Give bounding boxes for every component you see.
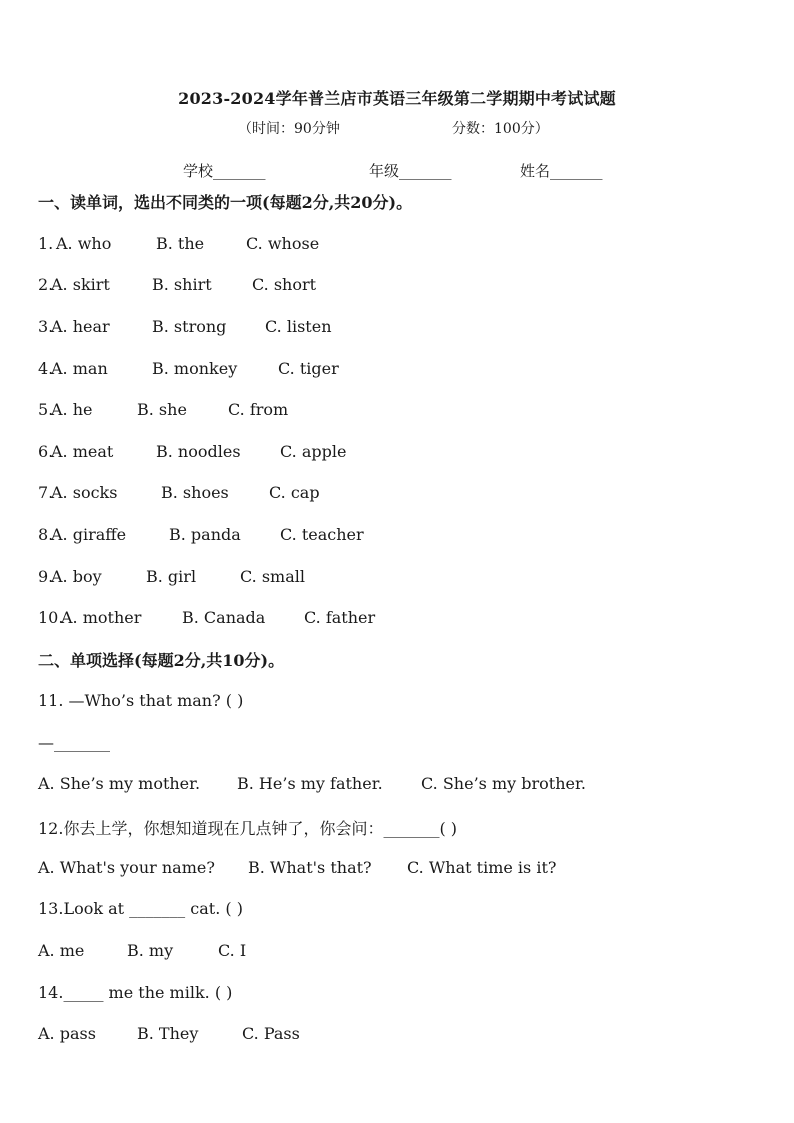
option-c: C. from <box>228 400 289 419</box>
question-13: 13.Look at _______ cat. ( ) <box>38 899 243 918</box>
option-b: B. noodles <box>156 442 241 461</box>
question-number: 10. <box>38 608 64 627</box>
option-c: C. She’s my brother. <box>421 774 586 793</box>
section2-heading: 二、单项选择(每题2分,共10分)。 <box>38 651 285 670</box>
option-a: A. pass <box>38 1024 96 1043</box>
option-a: A. skirt <box>51 275 110 294</box>
time-limit: （时间：90分钟 <box>238 121 340 137</box>
question-number: 1. <box>38 234 54 253</box>
question-number: 4. <box>38 359 54 378</box>
option-b: B. Canada <box>182 608 266 627</box>
option-a: A. She’s my mother. <box>38 774 201 793</box>
total-score: 分数：100分） <box>452 121 549 137</box>
option-a: A. who <box>56 234 112 253</box>
option-a: A. mother <box>61 608 142 627</box>
option-c: C. apple <box>280 442 347 461</box>
question-number: 9. <box>38 567 54 586</box>
page-title: 2023-2024学年普兰店市英语三年级第二学期期中考试试题 <box>178 89 616 108</box>
option-c: C. listen <box>265 317 332 336</box>
school-field: 学校_______ <box>183 162 266 180</box>
question-number: 6. <box>38 442 54 461</box>
option-a: A. socks <box>51 483 118 502</box>
option-c: C. short <box>252 275 317 294</box>
option-c: C. whose <box>246 234 320 253</box>
option-c: C. father <box>304 608 376 627</box>
option-a: A. man <box>51 359 108 378</box>
name-field: 姓名_______ <box>520 162 603 180</box>
option-c: C. small <box>240 567 305 586</box>
question-number: 8. <box>38 525 54 544</box>
question-number: 2. <box>38 275 54 294</box>
section1-heading: 一、读单词，选出不同类的一项(每题2分,共20分)。 <box>38 193 413 212</box>
question-11: 11. —Who’s that man? ( ) <box>38 691 244 710</box>
option-b: B. she <box>137 400 187 419</box>
option-a: A. What's your name? <box>38 858 215 877</box>
option-c: C. teacher <box>280 525 364 544</box>
option-c: C. Pass <box>242 1024 300 1043</box>
grade-field: 年级_______ <box>369 162 452 180</box>
question-12: 12.你去上学，你想知道现在几点钟了，你会问：_______( ) <box>38 819 458 838</box>
option-c: C. What time is it? <box>407 858 557 877</box>
option-b: B. shirt <box>152 275 212 294</box>
option-a: A. me <box>38 941 85 960</box>
answer-blank: —_______ <box>38 733 110 752</box>
question-number: 5. <box>38 400 54 419</box>
option-b: B. my <box>127 941 174 960</box>
option-a: A. he <box>51 400 93 419</box>
option-a: A. meat <box>51 442 114 461</box>
option-b: B. girl <box>146 567 197 586</box>
option-b: B. They <box>137 1024 199 1043</box>
option-c: C. tiger <box>278 359 339 378</box>
option-b: B. What's that? <box>248 858 372 877</box>
option-a: A. hear <box>51 317 110 336</box>
option-b: B. strong <box>152 317 227 336</box>
option-c: C. I <box>218 941 247 960</box>
option-b: B. shoes <box>161 483 229 502</box>
option-b: B. the <box>156 234 205 253</box>
option-b: B. monkey <box>152 359 238 378</box>
option-c: C. cap <box>269 483 320 502</box>
question-14: 14._____ me the milk. ( ) <box>38 983 233 1002</box>
question-number: 3. <box>38 317 54 336</box>
question-number: 7. <box>38 483 54 502</box>
option-b: B. panda <box>169 525 241 544</box>
option-b: B. He’s my father. <box>237 774 383 793</box>
option-a: A. giraffe <box>51 525 127 544</box>
option-a: A. boy <box>51 567 102 586</box>
